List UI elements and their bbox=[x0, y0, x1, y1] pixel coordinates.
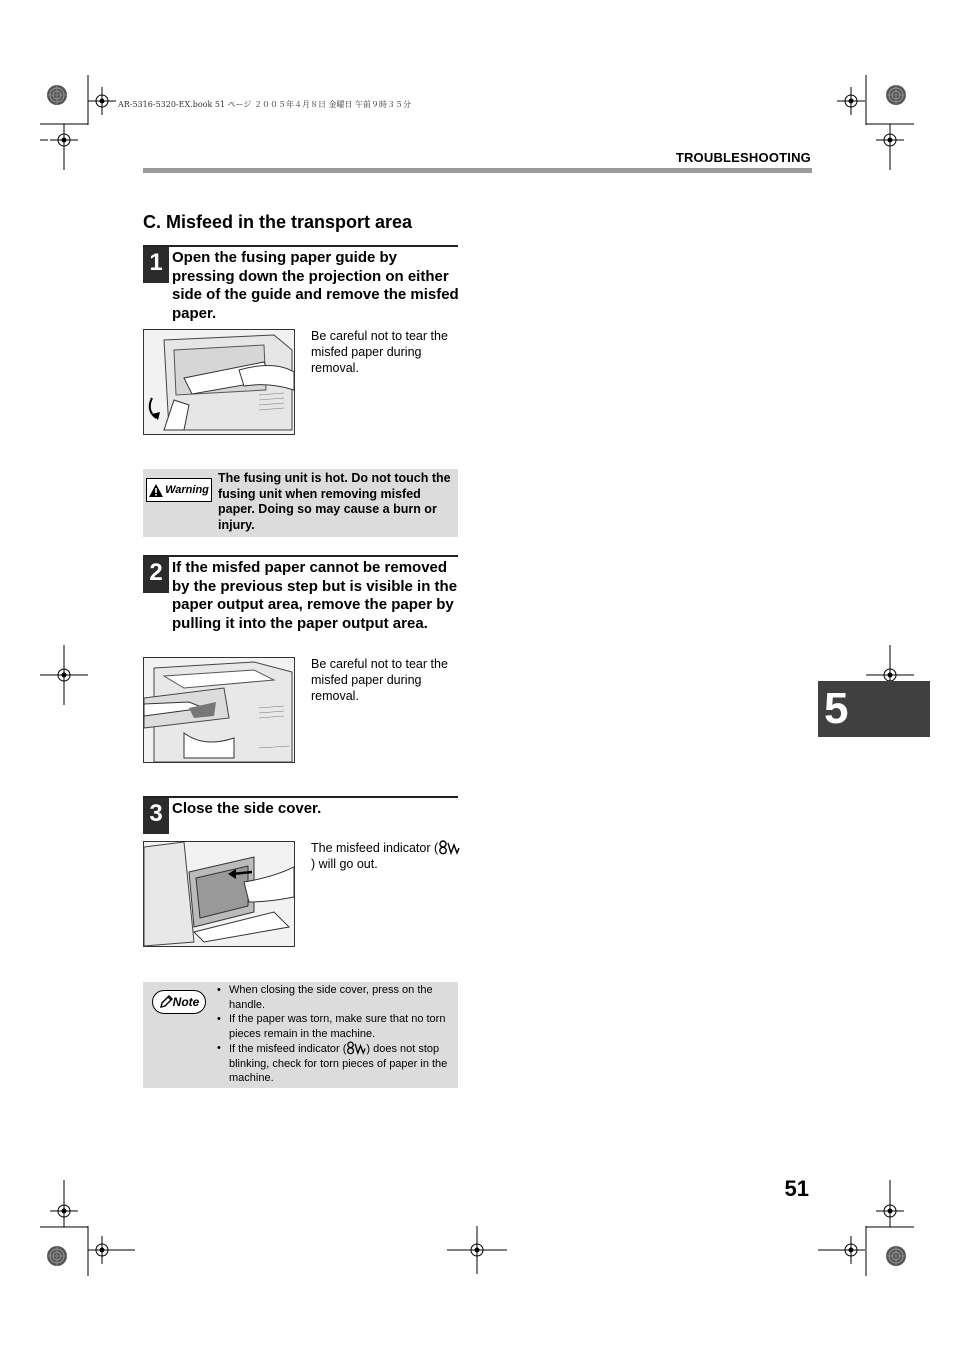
step-2-text: If the misfed paper cannot be removed by the previous step but is visible in the paper output area, remove the paper by pulling it into the paper output area. bbox=[172, 559, 458, 632]
warning-triangle-icon bbox=[149, 484, 163, 497]
note-item-3-before: If the misfeed indicator ( bbox=[229, 1043, 347, 1055]
step-1-text: Open the fusing paper guide by pressing down the projection on either side of the guide and remove the misfed paper. bbox=[172, 249, 459, 322]
step-3-caption-after: ) will go out. bbox=[311, 857, 378, 871]
note-item bbox=[217, 1041, 457, 1086]
step-2-rule bbox=[143, 555, 458, 557]
step-1-caption: Be careful not to tear the misfed paper during removal. bbox=[311, 329, 448, 375]
step-3-caption bbox=[311, 840, 461, 872]
step-3-number: 3 bbox=[143, 798, 169, 834]
step-3-text: Close the side cover. bbox=[172, 800, 322, 817]
warning-badge bbox=[146, 478, 212, 502]
step-3-illustration bbox=[143, 841, 295, 947]
step-1-number: 1 bbox=[143, 247, 169, 283]
warning-text: The fusing unit is hot. Do not touch the fusing unit when removing misfed paper. Doing so may cause a burn or injury. bbox=[218, 471, 451, 532]
note-item: • When closing the side cover, press on the handle. bbox=[217, 983, 457, 1012]
chapter-tab: 5 bbox=[818, 681, 930, 737]
print-file-line: AR-5316-5320-EX.book 51 ページ ２００５年４月８日 金曜日 午前９時３５分 bbox=[118, 100, 412, 109]
misfeed-indicator-icon bbox=[438, 840, 460, 855]
note-list bbox=[217, 983, 457, 1086]
step-1-illustration bbox=[143, 329, 295, 435]
section-title: C. Misfeed in the transport area bbox=[143, 212, 413, 232]
header-rule bbox=[143, 168, 812, 173]
note-badge-label: Note bbox=[172, 995, 200, 1009]
step-3-caption-before: The misfeed indicator ( bbox=[311, 841, 439, 855]
pencil-icon bbox=[159, 995, 173, 1009]
running-header: TROUBLESHOOTING bbox=[675, 150, 811, 165]
note-item: • If the paper was torn, make sure that no torn pieces remain in the machine. bbox=[217, 1012, 457, 1041]
warning-badge-label: Warning bbox=[165, 484, 209, 496]
step-2-illustration bbox=[143, 657, 295, 763]
misfeed-indicator-icon bbox=[346, 1041, 366, 1055]
note-badge bbox=[152, 990, 206, 1014]
step-2-caption: Be careful not to tear the misfed paper during removal. bbox=[311, 657, 448, 703]
step-2-number: 2 bbox=[143, 557, 169, 593]
note-item-3-after: ) does not stop blinking, check for torn pieces of paper in the machine. bbox=[229, 1043, 448, 1084]
page-number: 51 bbox=[784, 1176, 809, 1201]
step-1-rule bbox=[143, 245, 458, 247]
step-3-rule bbox=[143, 796, 458, 798]
